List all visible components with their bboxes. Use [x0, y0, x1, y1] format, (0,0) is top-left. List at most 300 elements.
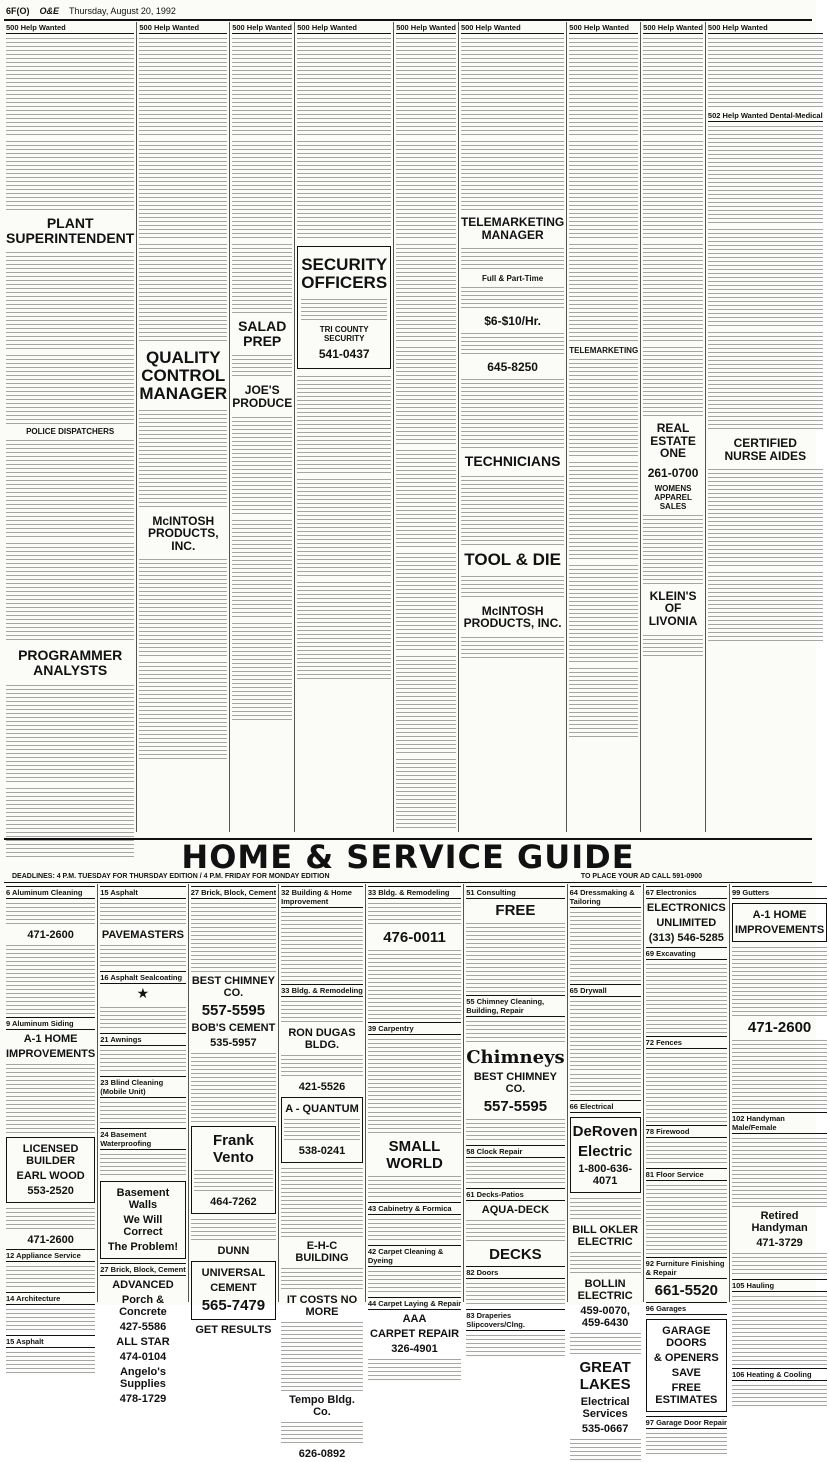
- display-ad: [281, 1097, 363, 1163]
- classified-text: [461, 140, 564, 210]
- company-name: McINTOSH PRODUCTS, INC.: [147, 513, 219, 553]
- classified-text: [569, 461, 638, 561]
- listing-headline: BEST CHIMNEY CO.: [473, 1071, 557, 1095]
- listing-headline: PAVEMASTERS: [101, 929, 185, 941]
- classified-text: [396, 449, 456, 549]
- company-name: TRI COUNTY SECURITY: [319, 324, 369, 343]
- listing-text: [100, 1101, 185, 1125]
- category-header: 9 Aluminum Siding: [6, 1017, 95, 1030]
- page-folio: [6, 4, 810, 18]
- display-ad: [570, 1117, 641, 1193]
- classified-text: [708, 228, 823, 328]
- star-icon: ★: [136, 987, 150, 1002]
- help-wanted-columns: [4, 22, 823, 832]
- listing-headline: RON DUGAS BLDG.: [288, 1027, 356, 1051]
- listing-text: [466, 1020, 564, 1044]
- classified-text: [6, 684, 134, 784]
- category-header: 69 Excavating: [646, 947, 727, 960]
- column-8: [640, 22, 705, 832]
- category-header: 15 Asphalt: [6, 1335, 95, 1348]
- listing-text: [281, 1167, 363, 1237]
- listing-text: [100, 1049, 185, 1073]
- display-ad: [191, 1126, 276, 1214]
- classified-text: [232, 37, 292, 137]
- listing-headline: CARPET REPAIR: [370, 1328, 460, 1340]
- listing-text: [6, 902, 95, 926]
- category-header: 65 Drywall: [570, 984, 641, 997]
- listing-phone: 474-0104: [119, 1351, 167, 1363]
- display-ad: [191, 1261, 276, 1320]
- listing-headline: ALL STAR: [116, 1336, 170, 1348]
- listing-headline: E-H-C BUILDING: [295, 1240, 349, 1264]
- classified-text: [708, 37, 823, 107]
- classified-text: [461, 37, 564, 137]
- listing-phone: 427-5586: [119, 1321, 167, 1333]
- listing-text: [646, 1432, 727, 1456]
- listing-text: [646, 1141, 727, 1165]
- listing-phone: 557-5595: [483, 1098, 548, 1115]
- listing-phone: 661-5520: [654, 1282, 719, 1299]
- listing-headline: EARL WOOD: [16, 1170, 85, 1182]
- listing-text: [646, 1052, 727, 1122]
- category-header: 24 Basement Waterproofing: [100, 1128, 185, 1150]
- category-header: 105 Hauling: [732, 1279, 827, 1292]
- listing-text: [368, 1038, 461, 1108]
- listing-text: [466, 1334, 564, 1358]
- category-header: 43 Cabinetry & Formica: [368, 1202, 461, 1215]
- display-ad: [646, 1319, 727, 1412]
- listing-phone: 471-3729: [756, 1237, 803, 1249]
- listing-text: [281, 1000, 363, 1024]
- listing-phone: 557-5595: [201, 1002, 266, 1019]
- listing-text: [570, 1197, 641, 1221]
- listing-text: [466, 1282, 564, 1306]
- classified-text: [6, 37, 134, 137]
- classified-text: [396, 655, 456, 755]
- guide-column-3: [188, 884, 278, 1336]
- category-header: 81 Floor Service: [646, 1168, 727, 1181]
- listing-headline: Chimneys: [466, 1047, 565, 1068]
- listing-headline: A - QUANTUM: [285, 1103, 359, 1115]
- ad-headline: QUALITY CONTROL MANAGER: [139, 348, 228, 403]
- classified-text: [643, 37, 703, 137]
- listing-headline: BOB'S CEMENT: [191, 1022, 276, 1034]
- column-2: [136, 22, 229, 832]
- listing-phone: 476-0011: [383, 929, 446, 946]
- ad-headline: TOOL & DIE: [464, 549, 561, 569]
- publication-name: O&E: [39, 6, 60, 16]
- listing-text: [732, 1039, 827, 1109]
- column-7: [566, 22, 640, 832]
- classified-text: [232, 243, 292, 313]
- category-header: 27 Brick, Block, Cement: [190, 888, 277, 897]
- listing-text: [100, 1006, 185, 1030]
- classified-text: [708, 331, 823, 431]
- listing-headline: UNIVERSAL: [201, 1267, 266, 1279]
- classified-text: [396, 758, 456, 828]
- listing-headline: Electric: [578, 1143, 633, 1160]
- listing-headline: Porch & Concrete: [119, 1294, 167, 1318]
- category-header: 78 Firewood: [646, 1125, 727, 1138]
- listing-text: [570, 1251, 641, 1275]
- ad-headline: SALAD PREP: [238, 318, 287, 349]
- listing-text: [368, 1270, 461, 1294]
- guide-column-7: [567, 884, 643, 1435]
- guide-column-6: [463, 884, 566, 1329]
- classified-text: [139, 661, 227, 761]
- category-header: 102 Handyman Male/Female: [732, 1112, 827, 1134]
- listing-text: [732, 1295, 827, 1365]
- section-header: 500 Help Wanted: [396, 23, 456, 32]
- listing-text: [100, 902, 185, 926]
- guide-title: HOME & SERVICE GUIDE: [181, 838, 635, 876]
- section-header: 500 Help Wanted: [569, 22, 638, 34]
- category-header: 27 Brick, Block, Cement: [100, 1265, 186, 1274]
- display-ad: [100, 1181, 185, 1259]
- classified-text: [232, 140, 292, 240]
- listing-text: [281, 1054, 363, 1078]
- ad-headline-small: POLICE DISPATCHERS: [26, 427, 115, 437]
- category-header: 72 Fences: [646, 1036, 727, 1049]
- listing-phone: 326-4901: [391, 1343, 438, 1355]
- listing-headline: Electrical Services: [580, 1396, 630, 1420]
- guide-column-4: [278, 884, 365, 1460]
- listing-headline: BEST CHIMNEY CO.: [191, 975, 275, 999]
- listing-phone: 626-0892: [298, 1448, 346, 1460]
- classified-text: [569, 564, 638, 664]
- listing-headline: ADVANCED: [112, 1279, 174, 1291]
- classified-text: [643, 634, 703, 658]
- guide-column-2: [97, 884, 187, 1405]
- listing-text: [570, 1073, 641, 1097]
- listing-headline: IT COSTS NO MORE: [286, 1294, 358, 1318]
- listing-phone: (313) 546-5285: [648, 932, 724, 944]
- listing-text: [6, 944, 95, 1014]
- category-header: 58 Clock Repair: [466, 1145, 564, 1158]
- place-ad-phone: TO PLACE YOUR AD CALL 591-0900: [580, 873, 702, 880]
- page-number: 6F(O): [6, 6, 30, 16]
- classified-text: [297, 140, 391, 240]
- classified-text: [396, 37, 456, 137]
- listing-text: [281, 1421, 363, 1445]
- classified-text: [232, 622, 292, 722]
- listing-text: [191, 902, 276, 972]
- listing-phone: 565-7479: [201, 1297, 266, 1314]
- listing-phone: 471-2600: [27, 1234, 74, 1246]
- classified-text: [461, 575, 564, 599]
- listing-text: [6, 1063, 95, 1133]
- top-rule: [4, 19, 812, 21]
- service-guide-columns: [4, 884, 825, 1460]
- category-header: 67 Electronics: [646, 886, 727, 899]
- ad-headline: REAL ESTATE ONE: [650, 421, 696, 461]
- listing-text: [6, 1207, 95, 1231]
- ad-headline: SECURITY OFFICERS: [301, 255, 388, 292]
- classified-text: [708, 571, 823, 641]
- listing-phone: 535-5957: [210, 1037, 257, 1049]
- classified-text: [569, 37, 638, 137]
- classified-text: [297, 37, 391, 137]
- listing-headline: Angelo's Supplies: [119, 1366, 166, 1390]
- listing-phone: 535-0667: [581, 1423, 629, 1435]
- section-header: 500 Help Wanted: [708, 22, 823, 34]
- category-header: 106 Heating & Cooling: [732, 1368, 827, 1381]
- category-header: 21 Awnings: [100, 1033, 185, 1046]
- category-header: 64 Dressmaking & Tailoring: [570, 886, 641, 908]
- section-header: 500 Help Wanted: [232, 23, 292, 32]
- listing-text: [368, 1111, 461, 1135]
- classified-text: [232, 354, 292, 378]
- guide-column-5: [365, 884, 463, 1355]
- classified-text: [139, 243, 227, 343]
- listing-headline: GREAT LAKES: [579, 1359, 631, 1393]
- classified-text: [232, 416, 292, 516]
- listing-text: [570, 1332, 641, 1356]
- listing-headline: UNLIMITED: [656, 917, 717, 929]
- section-header: 502 Help Wanted Dental-Medical: [707, 111, 823, 120]
- listing-headline: FREE: [495, 902, 536, 919]
- listing-text: [368, 949, 461, 1019]
- category-header: 23 Blind Cleaning (Mobile Unit): [100, 1076, 185, 1098]
- column-3: [229, 22, 294, 832]
- classified-text: [6, 439, 134, 539]
- category-header: 33 Bldg. & Remodeling: [281, 986, 363, 995]
- section-header: 500 Help Wanted: [6, 22, 134, 34]
- classified-text: [139, 140, 227, 240]
- classified-text: [297, 581, 391, 681]
- phone-number: 541-0437: [318, 346, 370, 361]
- home-service-guide-banner: [4, 838, 812, 883]
- classified-text: [461, 378, 564, 448]
- listing-phone: 471-2600: [747, 1019, 812, 1036]
- listing-text: [191, 1218, 276, 1242]
- listing-headline: Basement Walls: [116, 1187, 170, 1211]
- section-header: 500 Help Wanted: [461, 22, 564, 34]
- listing-phone: 459-0070, 459-6430: [580, 1305, 630, 1329]
- listing-headline: DECKS: [489, 1246, 542, 1263]
- guide-column-9: [729, 884, 829, 1379]
- listing-headline: & OPENERS: [653, 1352, 719, 1364]
- listing-text: [646, 1184, 727, 1254]
- listing-headline: DUNN: [217, 1245, 250, 1257]
- category-header: 12 Appliance Service: [6, 1249, 95, 1262]
- category-header: 6 Aluminum Cleaning: [6, 886, 95, 899]
- classified-text: [461, 636, 564, 660]
- listing-text: [6, 1308, 95, 1332]
- classified-text: [139, 558, 227, 658]
- classified-text: [6, 251, 134, 351]
- listing-text: [284, 1118, 360, 1142]
- listing-headline: IMPROVEMENTS: [734, 924, 825, 936]
- company-name: JOE'S PRODUCE: [232, 383, 293, 410]
- ad-headline: PROGRAMMER ANALYSTS: [18, 647, 123, 679]
- listing-text: [732, 1137, 827, 1207]
- listing-headline: FREE ESTIMATES: [655, 1382, 718, 1406]
- listing-text: [191, 1052, 276, 1122]
- column-5: [393, 22, 458, 832]
- column-6: [458, 22, 566, 832]
- category-header: 33 Bldg. & Remodeling: [368, 886, 461, 899]
- phone-number: 261-0700: [647, 465, 699, 480]
- listing-text: [100, 944, 185, 968]
- category-header: 99 Gutters: [732, 886, 827, 899]
- category-header: 42 Carpet Cleaning & Dyeing: [368, 1245, 461, 1267]
- category-header: 14 Architecture: [6, 1292, 95, 1305]
- classified-text: [232, 519, 292, 619]
- display-ad: [6, 1137, 95, 1203]
- ad-headline: TELEMARKETING MANAGER: [460, 215, 565, 242]
- listing-phone: 421-5526: [298, 1081, 346, 1093]
- classified-text: [461, 247, 564, 271]
- listing-text: [466, 1219, 564, 1243]
- classified-text: [569, 243, 638, 343]
- listing-headline: AAA: [402, 1313, 427, 1325]
- listing-phone: 538-0241: [298, 1145, 346, 1157]
- listing-text: [466, 1161, 564, 1185]
- listing-headline: Tempo Bldg. Co.: [289, 1394, 355, 1418]
- category-header: 97 Garage Door Repair: [645, 1418, 727, 1427]
- listing-headline: ELECTRONICS: [646, 902, 726, 914]
- section-header: 500 Help Wanted: [297, 22, 391, 34]
- listing-text: [100, 1153, 185, 1177]
- category-header: 16 Asphalt Sealcoating: [100, 971, 185, 984]
- column-1: [4, 22, 136, 832]
- display-ad: [297, 246, 391, 369]
- category-header: 32 Building & Home Improvement: [281, 886, 363, 908]
- classified-text: [461, 332, 564, 356]
- listing-headline: AQUA-DECK: [481, 1204, 550, 1216]
- listing-phone: 471-2600: [27, 929, 74, 941]
- classified-text: [396, 346, 456, 446]
- category-header: 96 Garages: [646, 1302, 727, 1315]
- listing-phone: 464-7262: [210, 1196, 257, 1208]
- listing-headline: Frank Vento: [212, 1132, 254, 1166]
- listing-headline: LICENSED BUILDER: [22, 1143, 79, 1167]
- listing-phone: 1-800-636-4071: [578, 1163, 633, 1187]
- listing-phone: 553-2520: [27, 1185, 74, 1197]
- listing-headline: The Problem!: [107, 1241, 179, 1253]
- listing-headline: SAVE: [671, 1367, 701, 1379]
- classified-text: [6, 354, 134, 424]
- listing-text: [368, 1175, 461, 1199]
- classified-text: [297, 478, 391, 578]
- classified-text: [643, 243, 703, 343]
- listing-headline: DeRoven: [572, 1123, 638, 1140]
- listing-text: [368, 1358, 461, 1382]
- category-header: 39 Carpentry: [368, 1022, 461, 1035]
- pay-rate: $6-$10/Hr.: [484, 314, 541, 329]
- classified-text: [643, 346, 703, 416]
- classified-text: [6, 542, 134, 642]
- listing-text: [466, 922, 564, 992]
- listing-text: [466, 1118, 564, 1142]
- listing-headline: BOLLIN ELECTRIC: [577, 1278, 633, 1302]
- guide-deadline: DEADLINES: 4 P.M. TUESDAY FOR THURSDAY EDITION / 4 P.M. FRIDAY FOR MONDAY EDITION: [12, 873, 330, 880]
- classified-text: [708, 125, 823, 225]
- listing-headline: A-1 HOME: [23, 1033, 78, 1045]
- column-4: [294, 22, 393, 832]
- classified-text: [139, 409, 227, 509]
- category-header: 55 Chimney Cleaning, Building, Repair: [466, 995, 564, 1017]
- classified-text: [461, 286, 564, 310]
- ad-headline: TECHNICIANS: [464, 453, 561, 470]
- listing-headline: We Will Correct: [123, 1214, 163, 1238]
- listing-phone: 478-1729: [119, 1393, 167, 1405]
- category-header: 66 Electrical: [570, 1100, 641, 1113]
- category-header: 61 Decks-Patios: [466, 1188, 564, 1201]
- listing-text: [732, 1252, 827, 1276]
- listing-text: [368, 1218, 461, 1242]
- classified-text: [396, 243, 456, 343]
- ad-headline: PLANT SUPERINTENDENT: [6, 215, 135, 246]
- category-header: 15 Asphalt: [100, 886, 185, 899]
- display-ad: [732, 903, 827, 942]
- listing-headline: GARAGE DOORS: [662, 1325, 711, 1349]
- column-9: [705, 22, 825, 832]
- category-header: 83 Draperies Slipcovers/Clng.: [466, 1309, 564, 1331]
- category-header: 44 Carpet Laying & Repair: [367, 1299, 462, 1308]
- listing-headline: A-1 HOME: [752, 909, 807, 921]
- section-header: 500 Help Wanted: [643, 23, 703, 32]
- classified-text: [461, 475, 564, 545]
- ad-headline: CERTIFIED NURSE AIDES: [724, 436, 807, 463]
- listing-text: [6, 1351, 95, 1375]
- company-name: McINTOSH PRODUCTS, INC.: [463, 603, 562, 631]
- listing-headline: IMPROVEMENTS: [6, 1048, 96, 1060]
- classified-text: [643, 140, 703, 240]
- company-name: KLEIN'S OF LIVONIA: [648, 588, 698, 628]
- classified-text: [569, 140, 638, 240]
- listing-text: [570, 911, 641, 981]
- category-header: 51 Consulting: [466, 886, 564, 899]
- listing-headline: CEMENT: [210, 1282, 257, 1294]
- classified-text: [708, 468, 823, 568]
- listing-text: [570, 1000, 641, 1070]
- classified-text: [396, 552, 456, 652]
- listing-text: [646, 963, 727, 1033]
- listing-text: [281, 911, 363, 981]
- phone-number: 645-8250: [487, 360, 538, 375]
- classified-text: [6, 140, 134, 210]
- issue-date: Thursday, August 20, 1992: [69, 6, 176, 16]
- listing-text: [281, 1267, 363, 1291]
- classified-text: [643, 514, 703, 584]
- listing-headline: SMALL WORLD: [386, 1138, 443, 1172]
- listing-headline: Retired Handyman: [751, 1210, 808, 1234]
- listing-text: [281, 1321, 363, 1391]
- classified-text: [569, 667, 638, 737]
- classified-text: [396, 140, 456, 240]
- classified-text: [569, 358, 638, 458]
- ad-subheadline: WOMENS APPAREL SALES: [654, 483, 692, 511]
- classified-text: [301, 298, 387, 322]
- listing-headline: BILL OKLER ELECTRIC: [572, 1224, 639, 1248]
- listing-text: [732, 946, 827, 1016]
- listing-text: [732, 1384, 827, 1408]
- category-header: 92 Furniture Finishing & Repair: [646, 1257, 727, 1279]
- category-header: 82 Doors: [466, 1266, 564, 1279]
- classified-text: [297, 375, 391, 475]
- guide-column-8: [643, 884, 729, 1427]
- listing-text: [368, 902, 461, 926]
- listing-text: [570, 1438, 641, 1462]
- listing-text: [6, 1265, 95, 1289]
- ad-headline-small: TELEMARKETING: [569, 346, 639, 355]
- guide-column-1: [4, 884, 97, 1346]
- ad-subheadline: Full & Part-Time: [482, 274, 544, 284]
- section-header: 500 Help Wanted: [139, 22, 227, 34]
- listing-text: [194, 1169, 273, 1193]
